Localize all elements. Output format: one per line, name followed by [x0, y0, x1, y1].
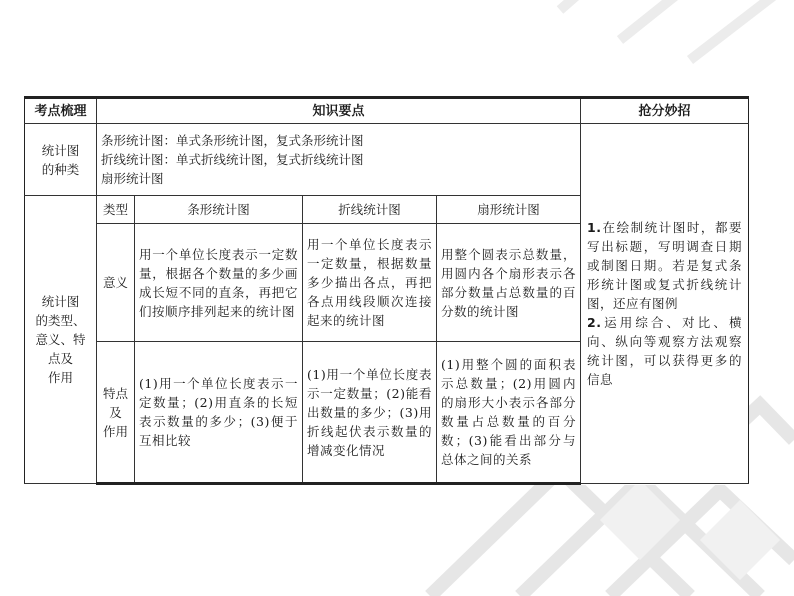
kinds-pie-line: 扇形统计图: [101, 171, 164, 186]
header-row: [25, 98, 749, 124]
header-tips: 抢分妙招: [581, 98, 749, 124]
kinds-content: [97, 124, 581, 196]
subheader-pie: 扇形统计图: [437, 196, 581, 224]
header-topic: 考点梳理: [25, 98, 97, 124]
kinds-label-line: 统计图: [41, 142, 80, 158]
feature-label-line: 特点: [102, 385, 128, 401]
tip-number: 2.: [587, 315, 602, 330]
subheader-bar: 条形统计图: [135, 196, 303, 224]
tip-item: [587, 313, 742, 389]
tips-cell: [581, 124, 749, 484]
kinds-label: [25, 124, 97, 196]
tip-text: 在绘制统计图时，都要写出标题，写明调查日期或制图日期。若是复式条形统计图或复式折线统计图，还应有图例: [587, 220, 743, 311]
feature-bar: (1)用一个单位长度表示一定数量；(2)用直条的长短表示数量的多少；(3)便于互相比较: [135, 342, 303, 484]
kinds-row: [25, 124, 749, 196]
types-label-line: 统计图: [41, 294, 80, 309]
meaning-label: 意义: [97, 224, 135, 342]
knowledge-table: [24, 96, 749, 485]
subheader-type: 类型: [97, 196, 135, 224]
types-label-line: 意义、特: [35, 332, 86, 347]
meaning-pie: 用整个圆表示总数量，用圆内各个扇形表示各部分数量占总数量的百分数的统计图: [437, 224, 581, 342]
tip-number: 1.: [587, 220, 602, 235]
tip-item: [587, 218, 742, 313]
feature-label-line: 作用: [102, 423, 128, 439]
feature-pie: (1)用整个圆的面积表示总数量；(2)用圆内的扇形大小表示各部分数量占总数量的百分数；(3)能看出部分与总体之间的关系: [437, 342, 581, 484]
feature-label-line: 及: [109, 404, 122, 420]
meaning-bar: 用一个单位长度表示一定数量，根据各个数量的多少画成长短不同的直条，再把它们按顺序排列起来的统计图: [135, 224, 303, 342]
meaning-line: 用一个单位长度表示一定数量，根据数量多少描出各点，再把各点用线段顺次连接起来的统计图: [303, 224, 437, 342]
kinds-line-line: 折线统计图：单式折线统计图，复式折线统计图: [101, 152, 364, 167]
tip-text: 运用综合、对比、横向、纵向等观察方法观察统计图，可以获得更多的信息: [587, 315, 743, 387]
kinds-label-line: 的种类: [41, 161, 80, 177]
types-label-line: 点及: [47, 351, 73, 366]
types-label: [25, 196, 97, 484]
types-label-line: 作用: [47, 370, 73, 385]
feature-label: [97, 342, 135, 484]
types-label-line: 的类型、: [35, 313, 86, 328]
subheader-line: 折线统计图: [303, 196, 437, 224]
feature-line: (1)用一个单位长度表示一定数量；(2)能看出数量的多少；(3)用折线起伏表示数量的增减变化情况: [303, 342, 437, 484]
header-knowledge: 知识要点: [97, 98, 581, 124]
kinds-bar-line: 条形统计图：单式条形统计图，复式条形统计图: [101, 133, 364, 148]
